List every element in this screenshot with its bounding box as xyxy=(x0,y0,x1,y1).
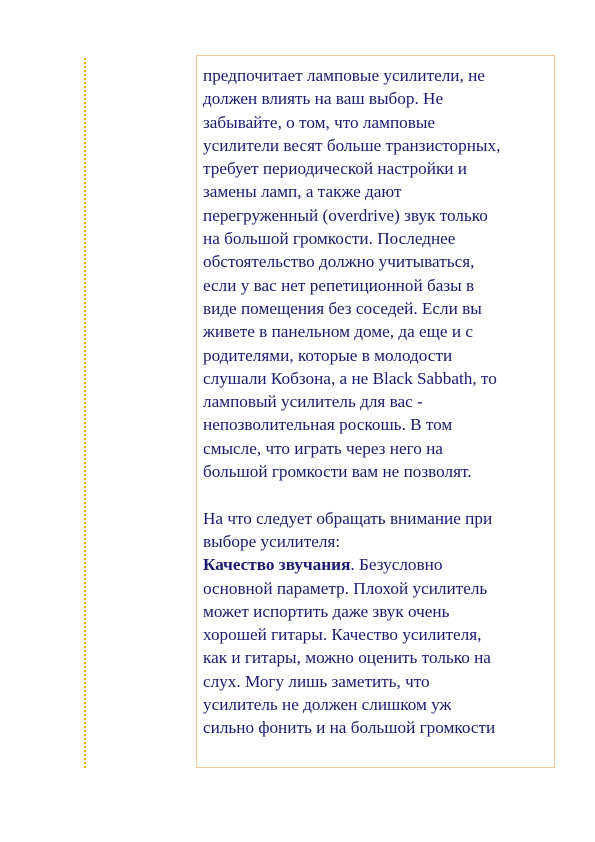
text-line: основной параметр. Плохой усилитель xyxy=(203,578,488,598)
text-line: если у вас нет репетиционной базы в xyxy=(203,275,475,295)
text-line: живете в панельном доме, да еще и с xyxy=(203,322,473,342)
text-line: как и гитары, можно оценить только на xyxy=(203,648,491,668)
text-line: смысле, что играть через него на xyxy=(203,438,443,458)
sound-quality-heading: Качество звучания xyxy=(203,555,351,575)
text-line: непозволительная роскошь. В том xyxy=(203,415,453,435)
text-line: усилители весят больше транзисторных, xyxy=(203,135,501,155)
text-line: требует периодической настройки и xyxy=(203,159,467,179)
text-line: виде помещения без соседей. Если вы xyxy=(203,298,482,318)
text-line: сильно фонить и на большой громкости xyxy=(203,718,496,738)
text-line: на большой громкости. Последнее xyxy=(203,229,456,249)
text-line: слух. Могу лишь заметить, что xyxy=(203,671,430,691)
text-line: родителями, которые в молодости xyxy=(203,345,453,365)
paragraph-spacer xyxy=(203,483,551,506)
sound-quality-first-line: . Безусловно xyxy=(350,555,443,575)
text-line: На что следует обращать внимание при xyxy=(203,508,493,528)
text-line: хорошей гитары. Качество усилителя, xyxy=(203,625,482,645)
paragraph-amplifier-tubes xyxy=(203,64,551,483)
text-line: замены ламп, а также дают xyxy=(203,182,402,202)
paragraph-sound-quality xyxy=(203,553,551,739)
text-line: должен влиять на ваш выбор. Не xyxy=(203,89,444,109)
text-body xyxy=(203,64,551,740)
text-line: большой громкости вам не позволят. xyxy=(203,462,472,482)
text-line: может испортить даже звук очень xyxy=(203,601,450,621)
text-line: слушали Кобзона, а не Black Sabbath, то xyxy=(203,368,497,388)
text-line: усилитель не должен слишком уж xyxy=(203,695,452,715)
text-line: забывайте, о том, что ламповые xyxy=(203,112,436,132)
text-line: предпочитает ламповые усилители, не xyxy=(203,66,485,85)
text-line: ламповый усилитель для вас - xyxy=(203,392,423,412)
margin-guide-line xyxy=(84,58,86,768)
text-line: обстоятельство должно учитываться, xyxy=(203,252,475,272)
text-line: перегруженный (overdrive) звук только xyxy=(203,205,488,225)
paragraph-selection-intro xyxy=(203,507,551,554)
text-line xyxy=(203,553,551,576)
text-line: выборе усилителя: xyxy=(203,531,341,551)
